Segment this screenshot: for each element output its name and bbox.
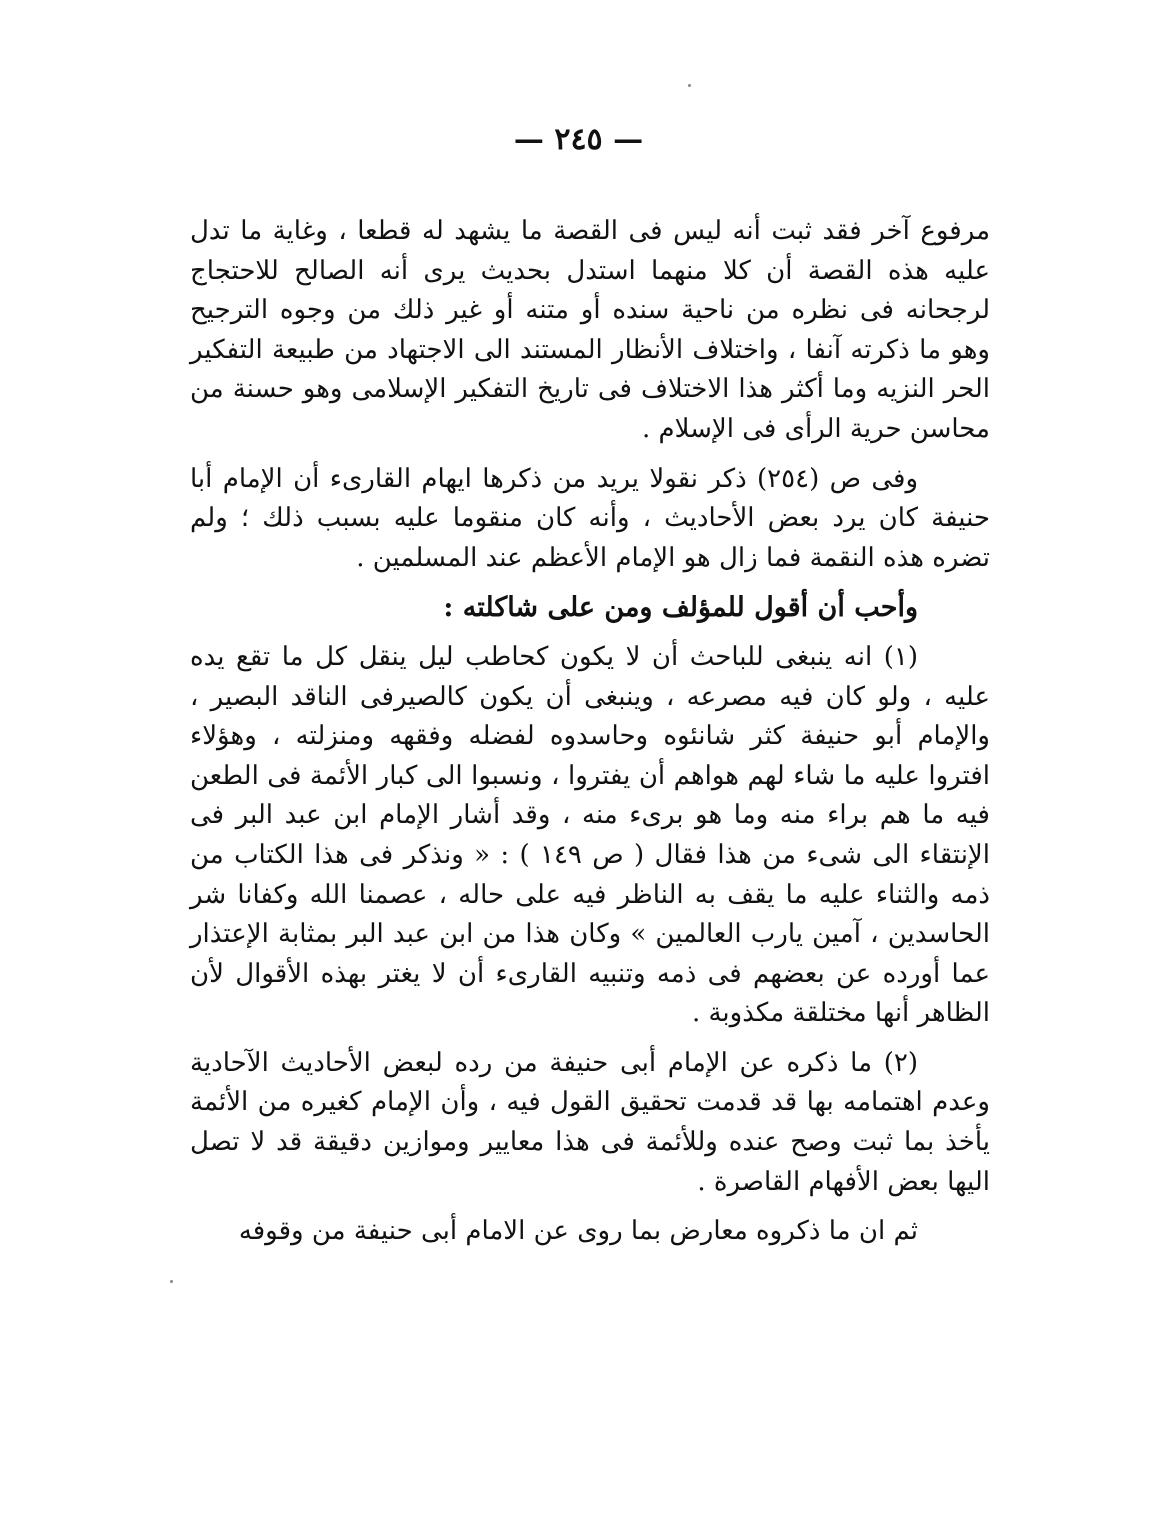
text-body (190, 212, 990, 1252)
paragraph-4: (٢) ما ذكره عن الإمام أبى حنيفة من رده لبعض الأحاديث الآحادية وعدم اهتمامه بها قد قدمت تحقيق القول فيه ، وأن الإمام كغيره من الأئمة يأخذ بما ثبت وصح عنده وللأئمة فى هذا معايير وموازين دقيقة قد لا تصل اليها بعض الأفهام القاصرة . (190, 1047, 990, 1197)
page-number: — ٢٤٥ — (513, 122, 644, 157)
scan-speck (688, 84, 691, 87)
paragraph-2: وفى ص (٢٥٤) ذكر نقولا يريد من ذكرها ايهام القارىء أن الإمام أبا حنيفة كان يرد بعض الأحاديث ، وأنه كان منقوما عليه بسبب ذلك ؛ ولم تضره هذه النقمة فما زال هو الإمام الأعظم عند المسلمين . (190, 463, 990, 573)
paragraph-1: مرفوع آخر فقد ثبت أنه ليس فى القصة ما يشهد له قطعا ، وغاية ما تدل عليه هذه القصة أن كلا منهما استدل بحديث يرى أنه الصالح للاحتجاج لرجحانه فى نظره من ناحية سنده أو متنه أو غير ذلك من وجوه الترجيح وهو ما ذكرته آنفا ، واختلاف الأنظار المستند الى الاجتهاد من طبيعة التفكير الحر النزيه وما أكثر هذا الاختلاف فى تاريخ التفكير الإسلامى وهو حسنة من محاسن حرية الرأى فى الإسلام . (190, 216, 990, 444)
paragraph-5: ثم ان ما ذكروه معارض بما روى عن الامام أبى حنيفة من وقوفه (238, 1216, 918, 1247)
paragraph-3: (١) انه ينبغى للباحث أن لا يكون كحاطب ليل ينقل كل ما تقع يده عليه ، ولو كان فيه مصرعه ، وينبغى أن يكون كالصيرفى الناقد البصير ، والإمام أبو حنيفة كثر شانئوه وحاسدوه لفضله وفقهه ومنزلته ، وهؤلاء افتروا عليه ما شاء لهم هواهم أن يفتروا ، ونسبوا الى كبار الأئمة فى الطعن فيه ما هم براء منه وما هو برىء منه ، وقد أشار الإمام ابن عبد البر فى الإنتقاء الى شىء من هذا فقال ( ص ١٤٩ ) : « ونذكر فى هذا الكتاب من ذمه والثناء عليه ما يقف به الناظر فيه على حاله ، عصمنا الله وكفانا شر الحاسدين ، آمين يارب العالمين » وكان هذا من ابن عبد البر بمثابة الإعتذار عما أورده عن بعضهم فى ذمه وتنبيه القارىء أن لا يغتر بهذه الأقوال لأن الظاهر أنها مختلقة مكذوبة . (190, 641, 990, 1029)
section-heading: وأحب أن أقول للمؤلف ومن على شاكلته : (443, 592, 918, 624)
scan-speck (170, 1280, 173, 1283)
